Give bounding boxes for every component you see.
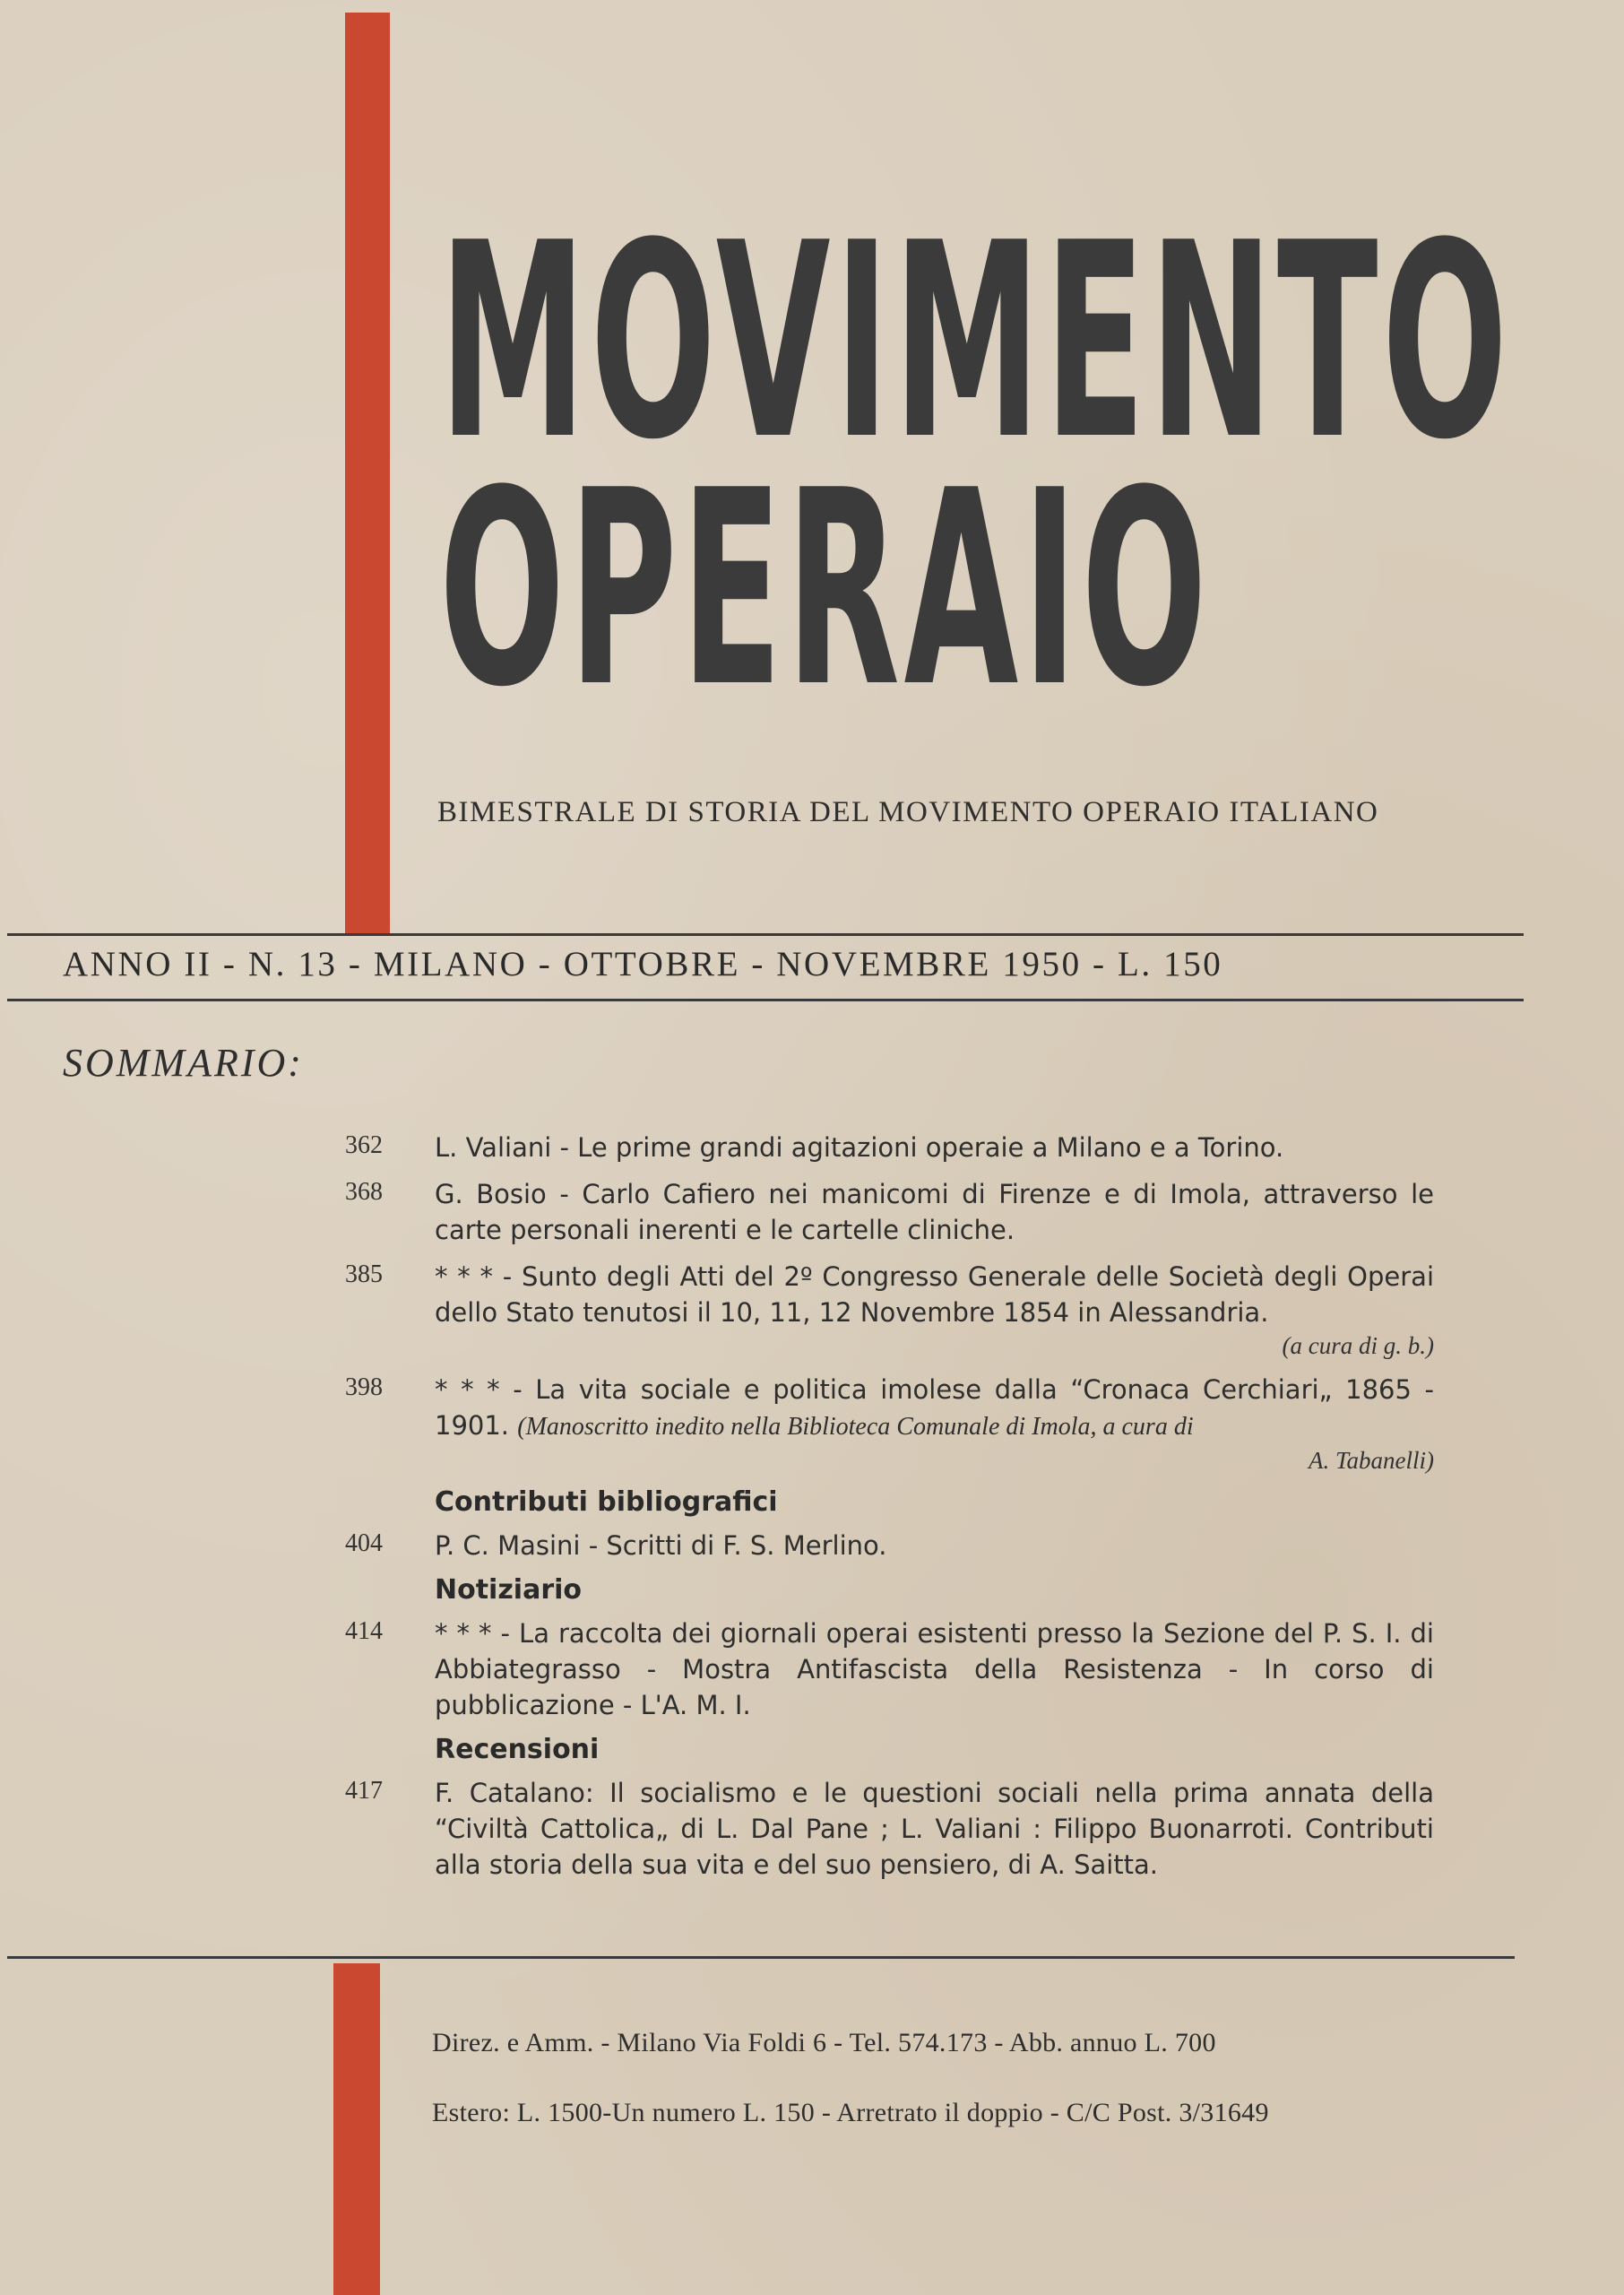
- toc-entry: [345, 1259, 1434, 1361]
- entry-text: F. Catalano: Il socialismo e le questioni sociali nella prima annata della “Civiltà Cattolica„ di L. Dal Pane ; L. Valiani : Filippo Buonarroti. Contributi alla storia della sua vita e del suo pensiero, di A. Saitta.: [435, 1778, 1434, 1880]
- page-number: 385: [345, 1260, 383, 1288]
- sommario-heading: SOMMARIO:: [63, 1041, 304, 1085]
- footer-subscription: Estero: L. 1500-Un numero L. 150 - Arretrato il doppio - C/C Post. 3/31649: [432, 2098, 1269, 2127]
- entry-credit: (a cura di g. b.): [1282, 1332, 1434, 1359]
- entry-text: * * * - La vita sociale e politica imolese dalla “Cronaca Cerchiari„ 1865 - 1901.: [435, 1374, 1434, 1441]
- entry-note: (Manoscritto inedito nella Biblioteca Comunale di Imola, a cura di: [517, 1413, 1194, 1441]
- issue-line: ANNO II - N. 13 - MILANO - OTTOBRE - NOVEMBRE 1950 - L. 150: [63, 945, 1223, 983]
- divider-bottom: [7, 1956, 1515, 1959]
- page-number: 398: [345, 1373, 383, 1401]
- footer-address: Direz. e Amm. - Milano Via Foldi 6 - Tel. 574.173 - Abb. annuo L. 700: [432, 2028, 1216, 2057]
- subtitle: BIMESTRALE DI STORIA DEL MOVIMENTO OPERAIO ITALIANO: [437, 796, 1379, 828]
- section-heading-recensioni: Recensioni: [435, 1734, 600, 1765]
- section-heading-contributi: Contributi bibliografici: [435, 1486, 778, 1518]
- page-number: 362: [345, 1131, 383, 1159]
- entry-text: G. Bosio - Carlo Cafiero nei manicomi di Firenze e di Imola, attraverso le carte personali inerenti e le cartelle cliniche.: [435, 1179, 1434, 1245]
- table-of-contents: [345, 1130, 1434, 1893]
- toc-entry: [345, 1775, 1434, 1883]
- toc-entry: [345, 1176, 1434, 1248]
- page-number: 414: [345, 1617, 383, 1645]
- red-vertical-bar-top: [345, 13, 390, 934]
- entry-text: L. Valiani - Le prime grandi agitazioni operaie a Milano e a Torino.: [435, 1132, 1284, 1163]
- section-heading-notiziario: Notiziario: [435, 1574, 583, 1606]
- divider-top: [7, 933, 1524, 936]
- divider-middle: [7, 999, 1524, 1001]
- masthead-line-2: OPERAIO: [439, 433, 1212, 746]
- page-number: 404: [345, 1529, 383, 1557]
- toc-entry: [345, 1372, 1434, 1476]
- page-number: 417: [345, 1777, 383, 1805]
- entry-text: P. C. Masini - Scritti di F. S. Merlino.: [435, 1530, 887, 1561]
- entry-text: * * * - La raccolta dei giornali operai esistenti presso la Sezione del P. S. I. di Abbiategrasso - Mostra Antifascista della Resistenza - In corso di pubblicazione - L'A. M. I.: [435, 1618, 1434, 1720]
- toc-entry: [345, 1615, 1434, 1723]
- entry-text: * * * - Sunto degli Atti del 2º Congresso Generale delle Società degli Operai dello Stato tenutosi il 10, 11, 12 Novembre 1854 in Alessandria.: [435, 1261, 1434, 1328]
- toc-entry: [345, 1130, 1434, 1165]
- entry-credit: A. Tabanelli): [1308, 1447, 1434, 1474]
- toc-entry: [345, 1528, 1434, 1563]
- red-vertical-bar-bottom: [333, 1963, 380, 2295]
- masthead-line-1: MOVIMENTO: [439, 186, 1512, 498]
- page-number: 368: [345, 1178, 383, 1206]
- entry-text-wrap: [435, 1372, 1434, 1445]
